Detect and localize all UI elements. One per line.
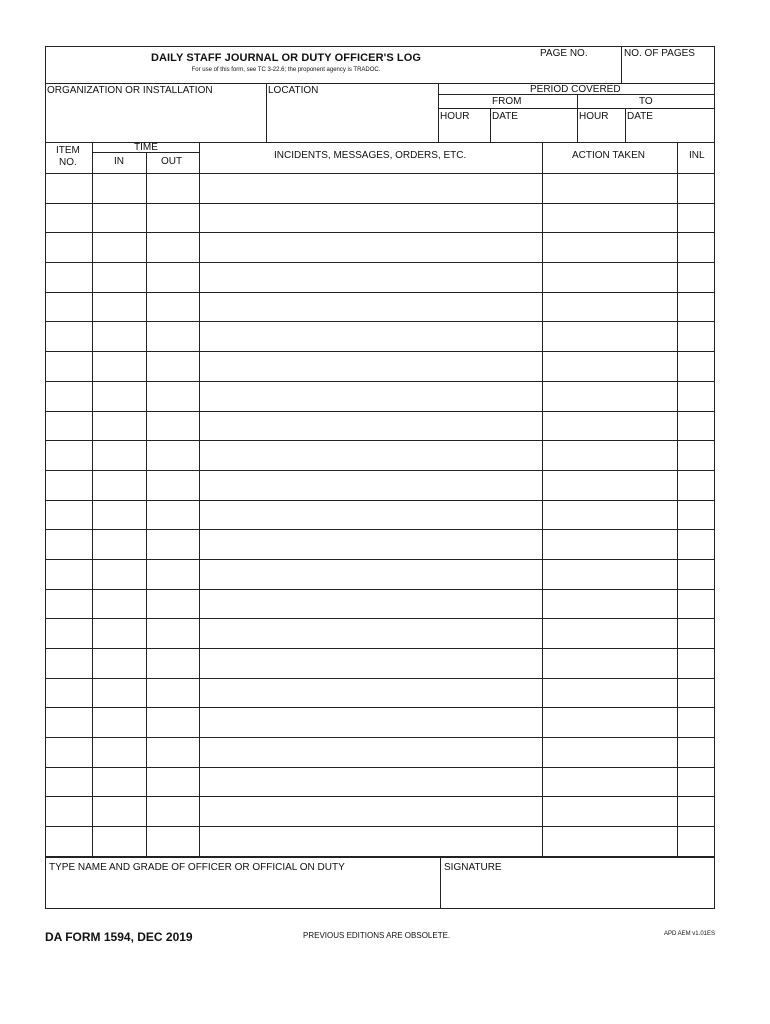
item-no-cell[interactable] [46, 293, 92, 322]
item-no-cell[interactable] [46, 441, 92, 470]
item-no-cell[interactable] [46, 501, 92, 530]
incident-cell[interactable] [199, 204, 543, 233]
to-hour-field[interactable] [578, 109, 625, 142]
action-cell[interactable] [542, 204, 678, 233]
table-row [46, 590, 714, 620]
item-no-cell[interactable] [46, 471, 92, 500]
num-pages-field[interactable] [621, 47, 714, 83]
time-in-cell[interactable] [92, 797, 147, 826]
from-date-label: DATE [492, 111, 518, 122]
table-row [46, 501, 714, 531]
incident-cell[interactable] [199, 501, 543, 530]
item-no-cell[interactable] [46, 204, 92, 233]
item-no-cell[interactable] [46, 649, 92, 678]
to-hour-label: HOUR [579, 111, 609, 122]
time-out-cell[interactable] [146, 768, 200, 797]
form-subtitle: For use of this form, see TC 3-22.6; the proponent agency is TRADOC. [191, 67, 381, 73]
time-out-cell[interactable] [146, 293, 200, 322]
incident-cell[interactable] [199, 352, 543, 381]
action-cell[interactable] [542, 471, 678, 500]
table-row [46, 471, 714, 501]
item-no-cell[interactable] [46, 619, 92, 648]
inl-cell[interactable] [677, 590, 715, 619]
time-out-cell[interactable] [146, 352, 200, 381]
table-row [46, 412, 714, 442]
period-covered-label: PERIOD COVERED [530, 84, 621, 95]
time-out-cell[interactable] [146, 471, 200, 500]
item-no-cell[interactable] [46, 797, 92, 826]
incident-cell[interactable] [199, 471, 543, 500]
item-no-cell[interactable] [46, 827, 92, 856]
organization-label: ORGANIZATION OR INSTALLATION [47, 85, 213, 96]
signature-field[interactable] [441, 858, 714, 908]
incident-cell[interactable] [199, 768, 543, 797]
time-out-cell[interactable] [146, 233, 200, 262]
inl-cell[interactable] [677, 768, 715, 797]
table-row [46, 322, 714, 352]
action-cell[interactable] [542, 441, 678, 470]
incident-cell[interactable] [199, 590, 543, 619]
action-cell[interactable] [542, 827, 678, 856]
time-out-cell[interactable] [146, 441, 200, 470]
inl-cell[interactable] [677, 679, 715, 708]
table-row [46, 738, 714, 768]
time-in-cell[interactable] [92, 412, 147, 441]
action-cell[interactable] [542, 412, 678, 441]
time-in-cell[interactable] [92, 204, 147, 233]
info-band [46, 84, 714, 143]
inl-cell[interactable] [677, 560, 715, 589]
time-out-cell[interactable] [146, 530, 200, 559]
action-taken-label: ACTION TAKEN [572, 150, 645, 161]
action-cell[interactable] [542, 322, 678, 351]
log-table-header [46, 143, 714, 174]
title-area [46, 47, 526, 83]
inl-cell[interactable] [677, 322, 715, 351]
page-no-field[interactable] [526, 47, 621, 83]
table-row [46, 619, 714, 649]
action-cell[interactable] [542, 174, 678, 203]
time-out-cell[interactable] [146, 679, 200, 708]
time-in-cell[interactable] [92, 322, 147, 351]
inl-cell[interactable] [677, 827, 715, 856]
time-in-cell[interactable] [92, 827, 147, 856]
time-out-cell[interactable] [146, 738, 200, 767]
time-out-cell[interactable] [146, 590, 200, 619]
time-out-cell[interactable] [146, 412, 200, 441]
location-field[interactable] [267, 84, 438, 142]
action-cell[interactable] [542, 619, 678, 648]
action-cell[interactable] [542, 649, 678, 678]
item-no-cell[interactable] [46, 560, 92, 589]
table-row [46, 382, 714, 412]
time-out-cell[interactable] [146, 322, 200, 351]
inl-cell[interactable] [677, 382, 715, 411]
location-label: LOCATION [268, 85, 319, 96]
time-in-cell[interactable] [92, 352, 147, 381]
table-row [46, 233, 714, 263]
action-cell[interactable] [542, 708, 678, 737]
item-no-cell[interactable] [46, 530, 92, 559]
page-no-label: PAGE NO. [540, 48, 588, 59]
incident-cell[interactable] [199, 382, 543, 411]
incident-cell[interactable] [199, 679, 543, 708]
incident-cell[interactable] [199, 560, 543, 589]
item-no-cell[interactable] [46, 174, 92, 203]
inl-cell[interactable] [677, 204, 715, 233]
time-out-cell[interactable] [146, 649, 200, 678]
incident-cell[interactable] [199, 233, 543, 262]
incident-cell[interactable] [199, 827, 543, 856]
incident-cell[interactable] [199, 708, 543, 737]
journal-form [45, 46, 715, 909]
time-in-cell[interactable] [92, 441, 147, 470]
item-no-cell[interactable] [46, 412, 92, 441]
from-hour-label: HOUR [440, 111, 470, 122]
table-row [46, 352, 714, 382]
inl-cell[interactable] [677, 708, 715, 737]
action-cell[interactable] [542, 233, 678, 262]
action-cell[interactable] [542, 738, 678, 767]
table-row [46, 708, 714, 738]
incident-cell[interactable] [199, 322, 543, 351]
time-in-cell[interactable] [92, 619, 147, 648]
item-no-cell[interactable] [46, 738, 92, 767]
inl-cell[interactable] [677, 471, 715, 500]
time-in-cell[interactable] [92, 768, 147, 797]
item-no-cell[interactable] [46, 708, 92, 737]
inl-cell[interactable] [677, 619, 715, 648]
time-in-cell[interactable] [92, 382, 147, 411]
table-row [46, 768, 714, 798]
time-out-cell[interactable] [146, 382, 200, 411]
from-date-field[interactable] [491, 109, 577, 142]
action-cell[interactable] [542, 560, 678, 589]
action-cell[interactable] [542, 768, 678, 797]
item-no-cell[interactable] [46, 382, 92, 411]
table-row [46, 797, 714, 827]
action-cell[interactable] [542, 293, 678, 322]
time-out-cell[interactable] [146, 708, 200, 737]
item-no-label: NO. [59, 157, 77, 168]
incident-cell[interactable] [199, 174, 543, 203]
item-no-cell[interactable] [46, 233, 92, 262]
incident-cell[interactable] [199, 619, 543, 648]
incident-cell[interactable] [199, 530, 543, 559]
officer-name-label: TYPE NAME AND GRADE OF OFFICER OR OFFICIAL ON DUTY [49, 861, 345, 873]
inl-cell[interactable] [677, 263, 715, 292]
form-id: DA FORM 1594, DEC 2019 [45, 930, 193, 944]
inl-cell[interactable] [677, 441, 715, 470]
inl-cell[interactable] [677, 649, 715, 678]
table-row [46, 649, 714, 679]
time-out-cell[interactable] [146, 501, 200, 530]
time-in-cell[interactable] [92, 649, 147, 678]
table-row [46, 827, 714, 857]
time-out-cell[interactable] [146, 619, 200, 648]
time-in-cell[interactable] [92, 471, 147, 500]
table-row [46, 560, 714, 590]
form-footer [46, 857, 714, 908]
time-in-cell[interactable] [92, 679, 147, 708]
time-in-cell[interactable] [92, 174, 147, 203]
incident-cell[interactable] [199, 293, 543, 322]
table-row [46, 530, 714, 560]
inl-cell[interactable] [677, 530, 715, 559]
inl-cell[interactable] [677, 501, 715, 530]
form-header [46, 47, 714, 84]
time-out-cell[interactable] [146, 797, 200, 826]
organization-field[interactable] [46, 84, 266, 142]
inl-cell[interactable] [677, 797, 715, 826]
incident-cell[interactable] [199, 649, 543, 678]
incident-cell[interactable] [199, 441, 543, 470]
action-cell[interactable] [542, 530, 678, 559]
item-label: ITEM [56, 145, 80, 156]
inl-cell[interactable] [677, 412, 715, 441]
action-cell[interactable] [542, 590, 678, 619]
table-row [46, 293, 714, 323]
item-no-cell[interactable] [46, 352, 92, 381]
signature-label: SIGNATURE [444, 861, 502, 873]
time-in-cell[interactable] [92, 263, 147, 292]
action-cell[interactable] [542, 797, 678, 826]
table-row [46, 174, 714, 204]
time-in-cell[interactable] [92, 708, 147, 737]
form-version: APD AEM v1.01ES [663, 931, 715, 937]
inl-cell[interactable] [677, 352, 715, 381]
time-label: TIME [134, 142, 158, 153]
time-in-cell[interactable] [92, 530, 147, 559]
inl-cell[interactable] [677, 293, 715, 322]
log-table-body [46, 174, 714, 857]
action-cell[interactable] [542, 382, 678, 411]
table-row [46, 679, 714, 709]
time-in-cell[interactable] [92, 293, 147, 322]
inl-cell[interactable] [677, 738, 715, 767]
item-no-cell[interactable] [46, 590, 92, 619]
action-cell[interactable] [542, 263, 678, 292]
time-in-cell[interactable] [92, 738, 147, 767]
time-out-label: OUT [161, 156, 183, 167]
num-pages-label: NO. OF PAGES [624, 48, 695, 59]
inl-label: INL [689, 150, 705, 161]
inl-cell[interactable] [677, 233, 715, 262]
table-row [46, 204, 714, 234]
to-date-label: DATE [627, 111, 653, 122]
time-in-cell[interactable] [92, 590, 147, 619]
incident-cell[interactable] [199, 263, 543, 292]
action-cell[interactable] [542, 679, 678, 708]
to-date-field[interactable] [626, 109, 714, 142]
time-in-label: IN [114, 156, 124, 167]
from-hour-field[interactable] [439, 109, 490, 142]
time-out-cell[interactable] [146, 560, 200, 589]
incident-cell[interactable] [199, 797, 543, 826]
item-no-cell[interactable] [46, 679, 92, 708]
action-cell[interactable] [542, 501, 678, 530]
form-footer-line [45, 930, 715, 946]
incidents-label: INCIDENTS, MESSAGES, ORDERS, ETC. [274, 150, 467, 161]
officer-name-field[interactable] [46, 858, 440, 908]
inl-cell[interactable] [677, 174, 715, 203]
incident-cell[interactable] [199, 412, 543, 441]
time-in-cell[interactable] [92, 233, 147, 262]
action-cell[interactable] [542, 352, 678, 381]
table-row [46, 441, 714, 471]
item-no-cell[interactable] [46, 263, 92, 292]
time-out-cell[interactable] [146, 174, 200, 203]
time-in-cell[interactable] [92, 560, 147, 589]
table-row [46, 263, 714, 293]
obsolete-note: PREVIOUS EDITIONS ARE OBSOLETE. [303, 931, 451, 940]
form-title: DAILY STAFF JOURNAL OR DUTY OFFICER'S LOG [150, 52, 422, 64]
from-label: FROM [492, 96, 522, 107]
to-label: TO [639, 96, 653, 107]
item-no-cell[interactable] [46, 322, 92, 351]
time-in-cell[interactable] [92, 501, 147, 530]
incident-cell[interactable] [199, 738, 543, 767]
time-out-cell[interactable] [146, 204, 200, 233]
item-no-cell[interactable] [46, 768, 92, 797]
time-out-cell[interactable] [146, 827, 200, 856]
time-out-cell[interactable] [146, 263, 200, 292]
